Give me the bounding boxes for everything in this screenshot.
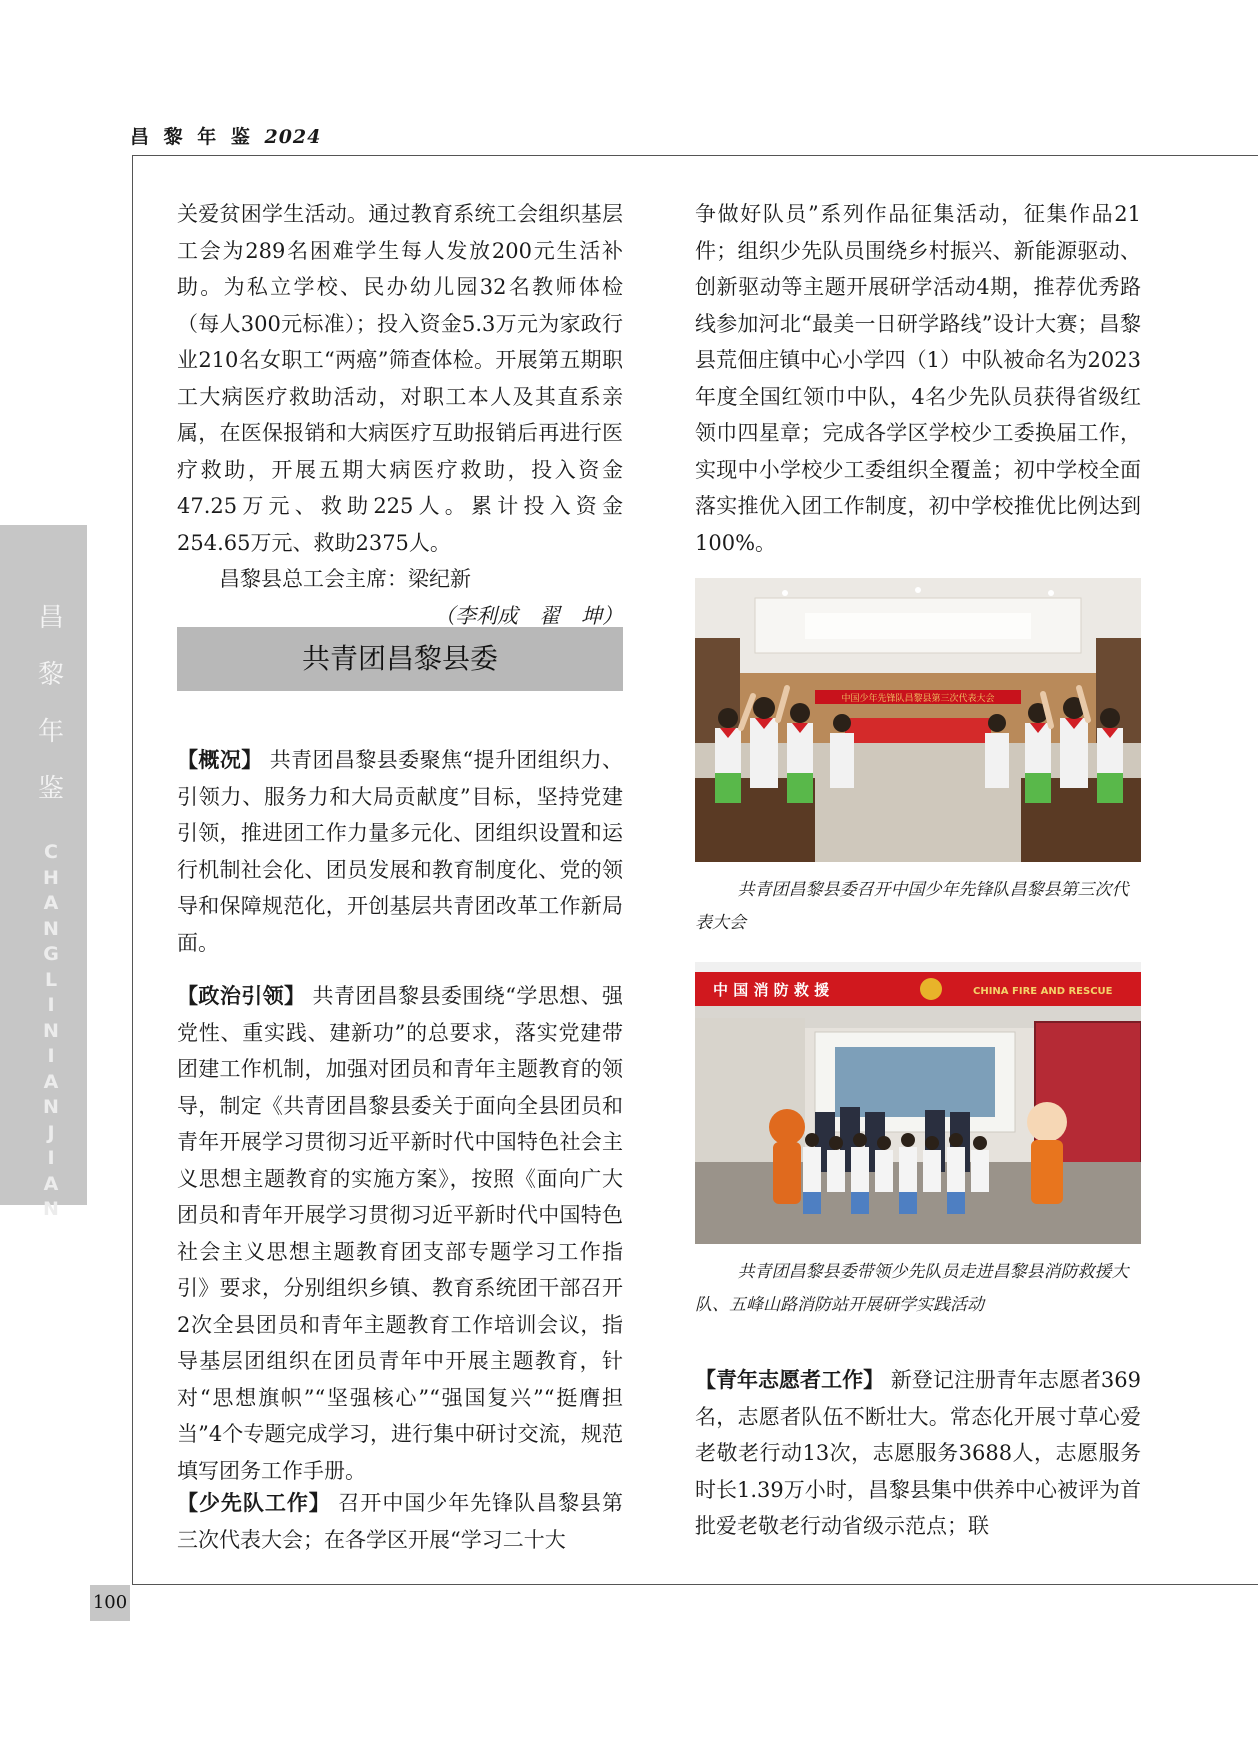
side-tab-pinyin-char: H bbox=[43, 866, 59, 889]
side-tab-pinyin-char: N bbox=[43, 1096, 59, 1118]
side-tab-title-char: 鉴 bbox=[37, 774, 64, 804]
side-tab-pinyin-char: I bbox=[47, 1045, 55, 1067]
frame-left-rule bbox=[132, 155, 133, 1585]
side-tab-title-char: 年 bbox=[37, 717, 64, 747]
frame-top-rule bbox=[132, 155, 1258, 156]
pioneer-text: 召开中国少年先锋队昌黎县第三次代表大会；在各学区开展“学习二十大 bbox=[177, 1491, 624, 1552]
side-tab-title-char: 昌 bbox=[37, 603, 64, 633]
side-tab-title-char: 黎 bbox=[37, 660, 64, 690]
fire-banner-en: CHINA FIRE AND RESCUE bbox=[973, 986, 1113, 997]
side-tab-pinyin-char: A bbox=[43, 1172, 59, 1195]
running-header bbox=[130, 122, 321, 149]
side-tab-title bbox=[36, 590, 66, 818]
header-year: 2024 bbox=[264, 126, 322, 148]
side-tab-pinyin-char: C bbox=[44, 841, 58, 863]
congress-banner-text: 中国少年先锋队昌黎县第三次代表大会 bbox=[841, 694, 995, 704]
pioneer-continued-text: 争做好队员”系列作品征集活动，征集作品21件；组织少先队员围绕乡村振兴、新能源驱动、创新驱动等主题开展研学活动4期，推荐优秀路线参加河北“最美一日研学路线”设计大赛；昌黎县荒佃庄镇中心小学四（1）中队被命名为2023年度全国红领巾中队，4名少先队员获得省级红领巾四星章；完成各学区学校少工委换届工作，实现中小学校少工委组织全覆盖；初中学校全面落实推优入团工作制度，初中学校推优比例达到100%。 bbox=[695, 202, 1141, 555]
volunteer-label: 【青年志愿者工作】 bbox=[695, 1368, 885, 1392]
overview-text: 共青团昌黎县委聚焦“提升团组织力、引领力、服务力和大局贡献度”目标，坚持党建引领，推进团工作力量多元化、团组织设置和运行机制社会化、团员发展和教育制度化、党的领导和保障规范化，开创基层共青团改革工作新局面。 bbox=[177, 748, 624, 955]
fire-banner-cn: 中 国 消 防 救 援 bbox=[713, 981, 830, 999]
pioneer-continued-paragraph bbox=[695, 196, 1141, 561]
side-tab-pinyin-char: A bbox=[43, 1070, 59, 1093]
header-title: 昌 黎 年 鉴 bbox=[130, 126, 254, 148]
fire-station-photo-image bbox=[695, 962, 1141, 1244]
pioneer-paragraph bbox=[177, 1485, 623, 1558]
politics-label: 【政治引领】 bbox=[177, 984, 306, 1008]
politics-text: 共青团昌黎县委围绕“学思想、强党性、重实践、建新功”的总要求，落实党建带团建工作机制，加强对团员和青年主题教育的领导，制定《共青团昌黎县委关于面向全县团员和青年开展学习贯彻习近平新时代中国特色社会主义思想主题教育的实施方案》，按照《面向广大团员和青年开展学习贯彻习近平新时代中国特色社会主义思想主题教育团支部专题学习工作指引》要求，分别组织乡镇、教育系统团干部召开2次全县团员和青年主题教育工作培训会议，指导基层团组织在团员青年中开展主题教育，针对“思想旗帜”“坚强核心”“强国复兴”“挺膺担当”4个专题完成学习，进行集中研讨交流，规范填写团务工作手册。 bbox=[177, 984, 623, 1483]
side-tab-pinyin-char: N bbox=[43, 1019, 59, 1042]
congress-photo-image bbox=[695, 578, 1141, 862]
side-tab-pinyin-char: I bbox=[47, 1147, 55, 1169]
fire-station-photo bbox=[695, 962, 1141, 1244]
chairman-line: 昌黎县总工会主席：梁纪新 bbox=[219, 567, 471, 591]
fire-station-photo-caption: 共青团昌黎县委带领少先队员走进昌黎县消防救援大队、五峰山路消防站开展研学实践活动 bbox=[695, 1262, 1129, 1315]
page-number: 100 bbox=[90, 1585, 130, 1621]
frame-bottom-rule bbox=[132, 1584, 1258, 1585]
side-tab-pinyin-char: N bbox=[43, 1198, 59, 1220]
overview-label: 【概况】 bbox=[177, 748, 263, 772]
side-tab-pinyin-char: G bbox=[43, 943, 59, 965]
side-tab-pinyin-char: N bbox=[43, 917, 59, 940]
side-tab-pinyin-char: L bbox=[44, 968, 58, 991]
left-column-top bbox=[177, 196, 623, 634]
politics-paragraph bbox=[177, 978, 623, 1489]
side-tab-pinyin-char: A bbox=[43, 892, 59, 914]
congress-photo-caption: 共青团昌黎县委召开中国少年先锋队昌黎县第三次代表大会 bbox=[695, 880, 1129, 933]
volunteer-paragraph bbox=[695, 1362, 1141, 1545]
congress-photo bbox=[695, 578, 1141, 862]
union-paragraph: 关爱贫困学生活动。通过教育系统工会组织基层工会为289名困难学生每人发放200元生活补助。为私立学校、民办幼儿园32名教师体检（每人300元标准）；投入资金5.3万元为家政行业210名女职工“两癌”筛查体检。开展第五期职工大病医疗救助活动，对职工本人及其直系亲属，在医保报销和大病医疗互助报销后再进行医疗救助，开展五期大病医疗救助，投入资金47.25万元、救助225人。累计投入资金254.65万元、救助2375人。 bbox=[177, 202, 623, 555]
overview-paragraph bbox=[177, 742, 623, 961]
byline: （李利成 翟 坤） bbox=[434, 603, 623, 628]
volunteer-text: 新登记注册青年志愿者369名，志愿者队伍不断壮大。常态化开展寸草心爱老敬老行动13次，志愿服务3688人，志愿服务时长1.39万小时，昌黎县集中供养中心被评为首批爱老敬老行动省级示范点；联 bbox=[695, 1368, 1141, 1538]
section-title: 共青团昌黎县委 bbox=[177, 627, 623, 691]
side-tab-pinyin-char: J bbox=[47, 1121, 55, 1144]
side-tab-pinyin-char: I bbox=[47, 994, 55, 1016]
pioneer-label: 【少先队工作】 bbox=[177, 1491, 331, 1515]
side-tab-pinyin bbox=[40, 840, 62, 1223]
